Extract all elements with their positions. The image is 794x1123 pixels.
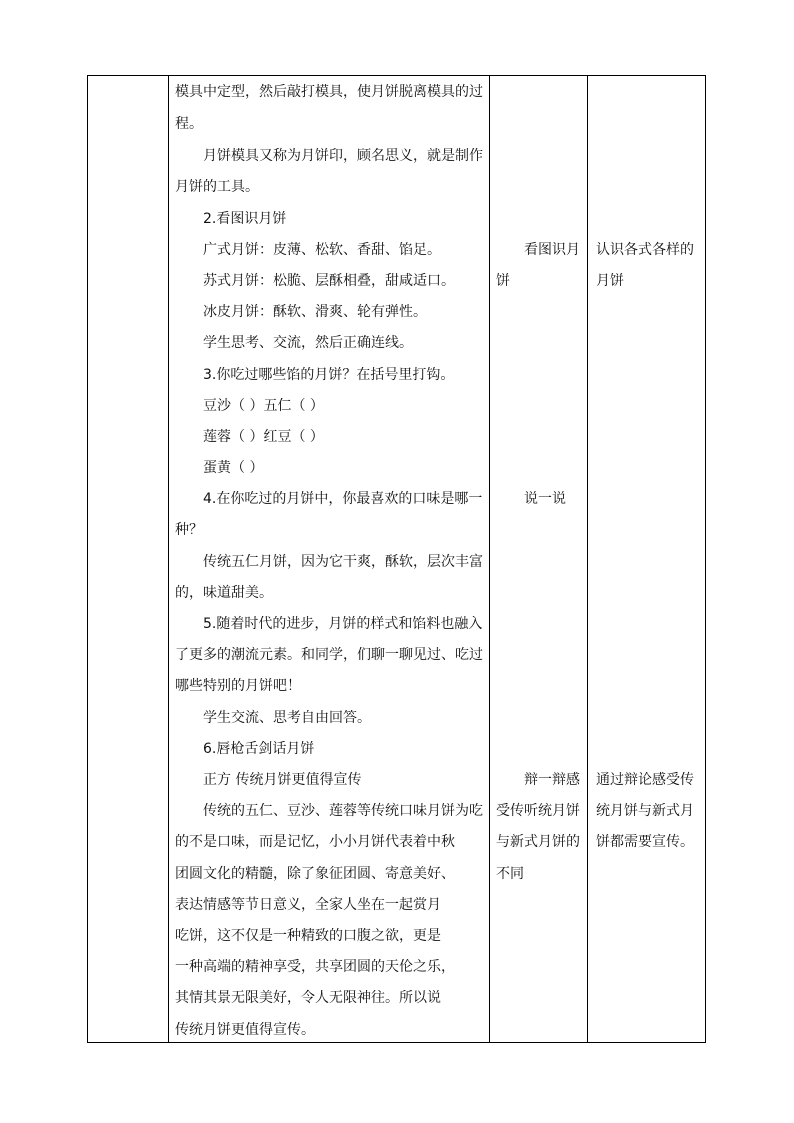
content-line: 传统五仁月饼，因为它干爽，酥软，层次丰富 xyxy=(203,554,483,570)
intent-text: 通过辩论感受传 xyxy=(596,772,694,788)
content-line: 模具中定型，然后敲打模具，使月饼脱离模具的过 xyxy=(175,84,483,100)
content-line: 苏式月饼：松脆、层酥相叠，甜咸适口。 xyxy=(203,273,455,289)
activity-text: 辩一辩感 xyxy=(524,772,580,788)
content-line: 一种高端的精神享受，共享团圆的天伦之乐， xyxy=(175,959,455,975)
content-line: 传统的五仁、豆沙、莲蓉等传统口味月饼为吃 xyxy=(203,803,483,819)
activity-text: 与新式月饼的 xyxy=(496,834,580,850)
section-heading: 5.随着时代的进步，月饼的样式和馅料也融入 xyxy=(203,616,483,632)
content-line: 广式月饼：皮薄、松软、香甜、馅足。 xyxy=(203,242,441,258)
intent-text: 认识各式各样的 xyxy=(596,242,694,258)
content-line: 月饼的工具。 xyxy=(175,179,259,195)
content-line: 正方 传统月饼更值得宣传 xyxy=(203,772,362,788)
column-divider xyxy=(587,76,588,1042)
content-line: 学生交流、思考自由回答。 xyxy=(203,710,371,726)
content-line: 传统月饼更值得宣传。 xyxy=(175,1022,315,1038)
content-line: 莲蓉（ ）红豆（ ） xyxy=(203,429,324,445)
content-line: 蛋黄（ ） xyxy=(203,460,264,476)
intent-text: 统月饼与新式月 xyxy=(596,803,694,819)
activity-text: 不同 xyxy=(496,866,524,882)
content-line: 学生思考、交流，然后正确连线。 xyxy=(203,335,413,351)
content-line: 哪些特别的月饼吧！ xyxy=(175,678,301,694)
intent-text: 饼都需要宣传。 xyxy=(596,834,694,850)
content-line: 了更多的潮流元素。和同学，们聊一聊见过、吃过 xyxy=(175,647,483,663)
activity-text: 受传听统月饼 xyxy=(496,803,580,819)
content-line: 冰皮月饼：酥软、滑爽、轮有弹性。 xyxy=(203,304,427,320)
section-heading: 4.在你吃过的月饼中，你最喜欢的口味是哪一 xyxy=(203,491,483,507)
content-line: 表达情感等节日意义，全家人坐在一起赏月 xyxy=(175,897,441,913)
section-heading: 6.唇枪舌剑话月饼 xyxy=(203,741,315,757)
lesson-table xyxy=(87,75,706,1043)
content-line: 吃饼，这不仅是一种精致的口腹之欲，更是 xyxy=(175,928,441,944)
activity-text: 看图识月 xyxy=(524,242,580,258)
activity-text: 饼 xyxy=(496,273,510,289)
content-line: 月饼模具又称为月饼印，顾名思义，就是制作 xyxy=(203,148,483,164)
column-divider xyxy=(168,76,169,1042)
content-line: 种？ xyxy=(175,522,203,538)
intent-text: 月饼 xyxy=(596,273,624,289)
column-divider xyxy=(489,76,490,1042)
content-line: 团圆文化的精髓，除了象征团圆、寄意美好、 xyxy=(175,866,455,882)
section-heading: 3.你吃过哪些馅的月饼？在括号里打钩。 xyxy=(203,367,455,383)
content-line: 其情其景无限美好，令人无限神往。所以说 xyxy=(175,990,441,1006)
section-heading: 2.看图识月饼 xyxy=(203,211,287,227)
content-line: 的不是口味，而是记忆，小小月饼代表着中秋 xyxy=(175,834,455,850)
content-line: 的，味道甜美。 xyxy=(175,585,273,601)
content-line: 豆沙（ ）五仁（ ） xyxy=(203,398,324,414)
content-line: 程。 xyxy=(175,116,203,132)
activity-text: 说一说 xyxy=(524,491,566,507)
